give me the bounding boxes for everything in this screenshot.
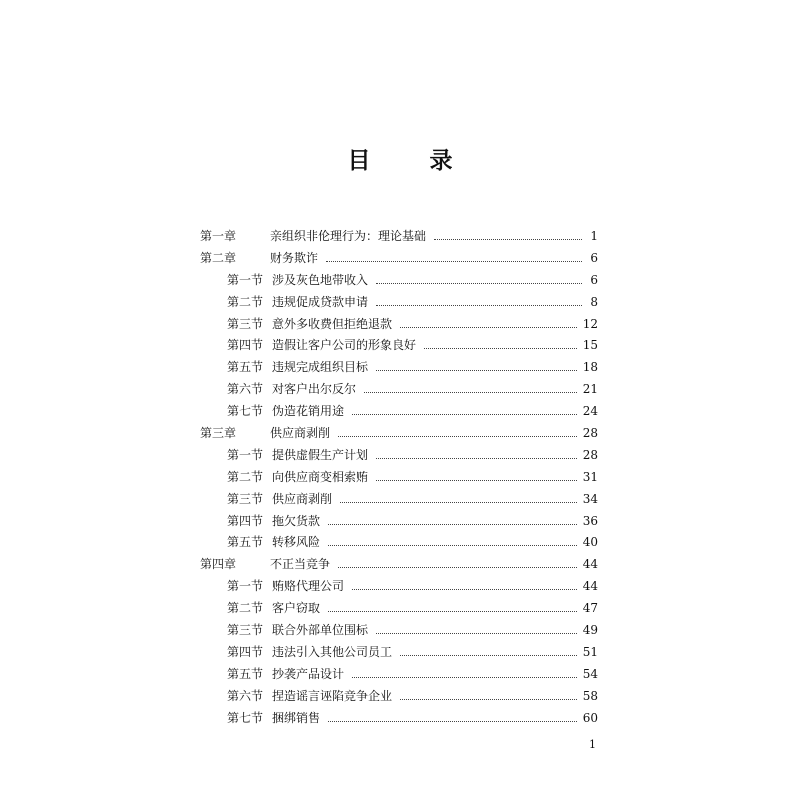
toc-dot-leader: [424, 348, 577, 349]
toc-list: [200, 226, 598, 729]
toc-entry-number: 第七节: [227, 710, 264, 725]
toc-dot-leader: [376, 283, 582, 284]
toc-entry-number: 第七节: [227, 404, 264, 419]
toc-dot-leader: [338, 436, 577, 437]
toc-entry-title: 捏造谣言诬陷竞争企业: [272, 688, 393, 703]
toc-section-entry: [200, 532, 598, 554]
toc-entry-number: 第二节: [227, 469, 264, 484]
toc-entry-number: 第四节: [227, 338, 264, 353]
toc-entry-page: 8: [590, 294, 598, 309]
toc-entry-title: 供应商剥削: [270, 426, 331, 441]
toc-entry-title: 不正当竞争: [270, 557, 331, 572]
toc-section-entry: [200, 598, 598, 620]
toc-entry-title: 违规促成贷款申请: [272, 294, 369, 309]
toc-section-entry: [200, 467, 598, 489]
toc-entry-number: 第六节: [227, 688, 264, 703]
toc-entry-page: 31: [582, 469, 598, 484]
toc-section-entry: [200, 576, 598, 598]
toc-entry-number: 第四节: [227, 644, 264, 659]
toc-entry-title: 转移风险: [272, 535, 321, 550]
toc-entry-number: 第三节: [227, 316, 264, 331]
toc-chapter-entry: [200, 226, 598, 248]
toc-entry-page: 12: [582, 316, 598, 331]
toc-dot-leader: [376, 633, 577, 634]
toc-dot-leader: [376, 305, 582, 306]
toc-entry-page: 1: [590, 229, 598, 243]
toc-entry-number: 第四节: [227, 513, 264, 528]
toc-chapter-entry: [200, 248, 598, 270]
toc-section-entry: [200, 686, 598, 708]
toc-section-entry: [200, 445, 598, 467]
toc-entry-title: 向供应商变相索贿: [272, 469, 369, 484]
toc-entry-title: 客户窃取: [272, 601, 321, 616]
toc-section-entry: [200, 335, 598, 357]
toc-dot-leader: [352, 414, 577, 415]
toc-dot-leader: [328, 721, 577, 722]
toc-section-entry: [200, 620, 598, 642]
toc-entry-page: 60: [582, 710, 598, 725]
toc-entry-number: 第三章: [200, 426, 237, 441]
toc-entry-number: 第三节: [227, 623, 264, 638]
toc-section-entry: [200, 489, 598, 511]
toc-entry-number: 第二节: [227, 601, 264, 616]
toc-dot-leader: [328, 545, 577, 546]
toc-section-entry: [200, 292, 598, 314]
toc-entry-number: 第三节: [227, 491, 264, 506]
toc-entry-page: 28: [582, 447, 598, 462]
toc-entry-page: 15: [582, 338, 598, 353]
toc-entry-title: 财务欺诈: [270, 250, 319, 265]
toc-entry-title: 对客户出尔反尔: [272, 382, 357, 397]
toc-chapter-entry: [200, 554, 598, 576]
toc-entry-number: 第二章: [200, 250, 237, 265]
toc-dot-leader: [376, 458, 577, 459]
toc-entry-number: 第五节: [227, 360, 264, 375]
toc-entry-number: 第一节: [227, 272, 264, 287]
toc-entry-page: 54: [582, 666, 598, 681]
toc-dot-leader: [328, 524, 577, 525]
toc-section-entry: [200, 708, 598, 730]
toc-section-entry: [200, 642, 598, 664]
toc-section-entry: [200, 270, 598, 292]
toc-dot-leader: [400, 327, 577, 328]
toc-entry-page: 6: [590, 250, 598, 265]
toc-entry-number: 第一节: [227, 579, 264, 594]
toc-dot-leader: [340, 502, 577, 503]
toc-dot-leader: [352, 589, 577, 590]
toc-entry-title: 违法引入其他公司员工: [272, 644, 393, 659]
toc-entry-page: 47: [582, 601, 598, 616]
toc-entry-page: 44: [582, 579, 598, 594]
toc-entry-title: 供应商剥削: [272, 491, 333, 506]
toc-entry-page: 51: [582, 644, 598, 659]
toc-dot-leader: [326, 261, 582, 262]
toc-section-entry: [200, 511, 598, 533]
toc-entry-title: 造假让客户公司的形象良好: [272, 338, 417, 353]
toc-entry-title: 抄袭产品设计: [272, 666, 345, 681]
toc-section-entry: [200, 379, 598, 401]
toc-entry-number: 第六节: [227, 382, 264, 397]
toc-entry-title: 联合外部单位围标: [272, 623, 369, 638]
toc-entry-page: 40: [582, 535, 598, 550]
toc-dot-leader: [364, 392, 577, 393]
toc-entry-page: 49: [582, 623, 598, 638]
toc-entry-title: 违规完成组织目标: [272, 360, 369, 375]
toc-section-entry: [200, 314, 598, 336]
toc-entry-page: 44: [582, 557, 598, 572]
toc-dot-leader: [376, 480, 577, 481]
toc-entry-number: 第五节: [227, 535, 264, 550]
toc-entry-number: 第四章: [200, 557, 237, 572]
toc-entry-page: 6: [590, 272, 598, 287]
toc-entry-number: 第五节: [227, 666, 264, 681]
toc-entry-page: 34: [582, 491, 598, 506]
toc-entry-title: 伪造花销用途: [272, 404, 345, 419]
toc-entry-title: 捆绑销售: [272, 710, 321, 725]
toc-entry-page: 28: [582, 426, 598, 441]
toc-entry-number: 第二节: [227, 294, 264, 309]
toc-entry-number: 第一节: [227, 447, 264, 462]
toc-entry-title: 亲组织非伦理行为：理论基础: [270, 229, 427, 243]
page-number: 1: [589, 738, 596, 751]
toc-entry-title: 拖欠货款: [272, 513, 321, 528]
toc-entry-title: 意外多收费但拒绝退款: [272, 316, 393, 331]
toc-section-entry: [200, 664, 598, 686]
toc-dot-leader: [376, 370, 577, 371]
toc-dot-leader: [400, 655, 577, 656]
toc-entry-title: 提供虚假生产计划: [272, 447, 369, 462]
toc-section-entry: [200, 401, 598, 423]
toc-entry-page: 58: [582, 688, 598, 703]
toc-dot-leader: [352, 677, 577, 678]
toc-chapter-entry: [200, 423, 598, 445]
toc-entry-page: 18: [582, 360, 598, 375]
toc-dot-leader: [400, 699, 577, 700]
toc-entry-page: 24: [582, 404, 598, 419]
toc-entry-page: 36: [582, 513, 598, 528]
toc-entry-title: 涉及灰色地带收入: [272, 272, 369, 287]
toc-entry-number: 第一章: [200, 229, 237, 243]
toc-entry-page: 21: [582, 382, 598, 397]
toc-title: 目 录: [347, 148, 471, 174]
toc-dot-leader: [328, 611, 577, 612]
toc-entry-title: 贿赂代理公司: [272, 579, 345, 594]
toc-section-entry: [200, 357, 598, 379]
toc-dot-leader: [434, 239, 582, 240]
toc-dot-leader: [338, 567, 577, 568]
